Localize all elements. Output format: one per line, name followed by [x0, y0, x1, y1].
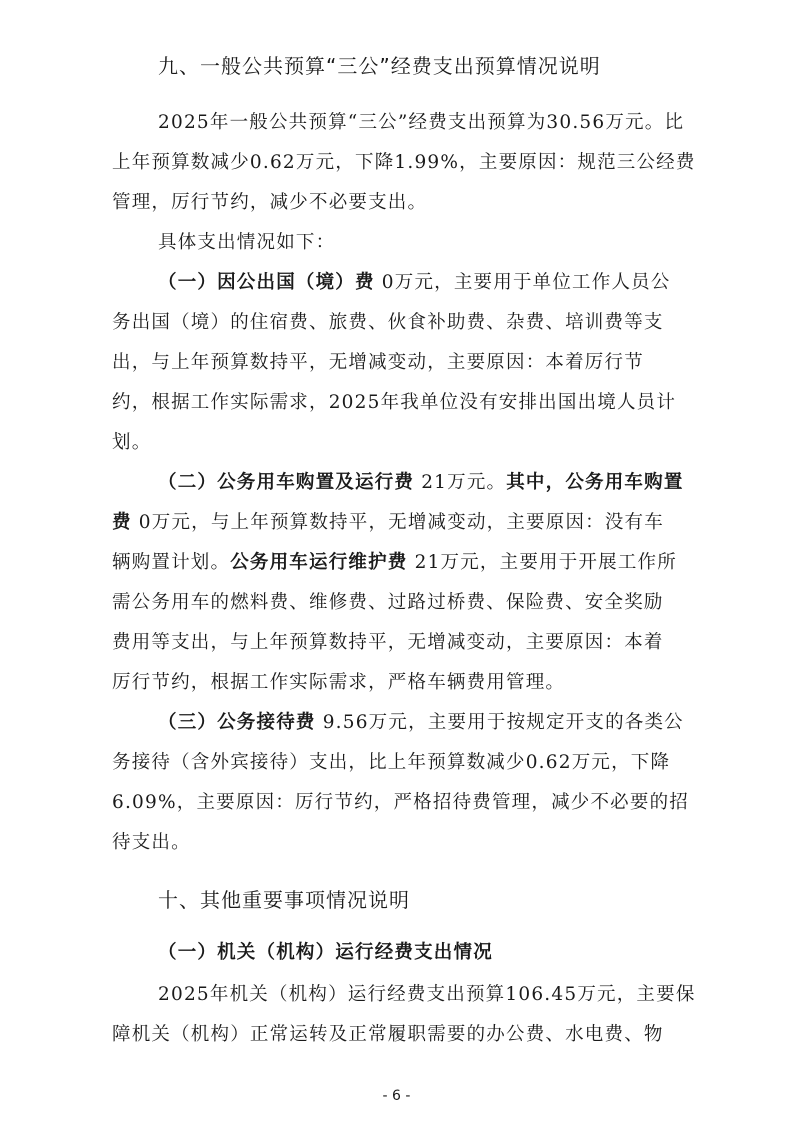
item-2-line-2	[112, 508, 664, 534]
section-9-title: 九、一般公共预算“三公”经费支出预算情况说明	[158, 54, 601, 78]
item-1-line-4: 约，根据工作实际需求，2025年我单位没有安排出国出境人员计	[112, 392, 677, 413]
section-10-line-2: 障机关（机构）正常运转及正常履职需要的办公费、水电费、物	[112, 1024, 664, 1045]
item-3-line-4: 待支出。	[112, 832, 191, 853]
item-3-line-3: 6.09%，主要原因：厉行节约，严格招待费管理，减少不必要的招	[112, 792, 689, 813]
item-2-line-5: 费用等支出，与上年预算数持平，无增减变动，主要原因：本着	[112, 632, 664, 653]
section-10-line-1: 2025年机关（机构）运行经费支出预算106.45万元，主要保	[158, 984, 696, 1005]
section-9-intro-line-3: 管理，厉行节约，减少不必要支出。	[112, 192, 428, 213]
item-2-line-4: 需公务用车的燃料费、维修费、过路过桥费、保险费、安全奖励	[112, 592, 664, 613]
item-1-label: （一）因公出国（境）费	[158, 272, 375, 293]
section-10-sub-1-title: （一）机关（机构）运行经费支出情况	[158, 942, 493, 963]
detail-lead: 具体支出情况如下：	[158, 232, 336, 253]
item-3-line-1-text: 9.56万元，主要用于按规定开支的各类公	[315, 712, 684, 733]
item-2-amount: 21万元。	[414, 472, 507, 493]
item-1-line-2: 务出国（境）的住宿费、旅费、伙食补助费、杂费、培训费等支	[112, 312, 664, 333]
item-3-line-2: 务接待（含外宾接待）支出，比上年预算数减少0.62万元，下降	[112, 752, 671, 773]
item-2-line-3-text: 21万元，主要用于开展工作所	[407, 552, 677, 573]
section-9-intro-line-1: 2025年一般公共预算“三公”经费支出预算为30.56万元。比	[158, 112, 685, 133]
item-1-line-1	[158, 268, 671, 294]
item-2-line-2-text: 0万元，与上年预算数持平，无增减变动，主要原因：没有车	[131, 512, 664, 533]
item-2-line-3-start: 辆购置计划。	[112, 552, 231, 573]
item-2-sub-1-label: 其中，公务用车购置	[506, 472, 684, 493]
item-1-line-5: 划。	[112, 432, 152, 453]
item-2-sub-2-label: 公务用车运行维护费	[230, 552, 408, 573]
item-2-label: （二）公务用车购置及运行费	[158, 472, 415, 493]
item-2-line-1	[158, 468, 684, 494]
item-1-line-1-text: 0万元，主要用于单位工作人员公	[374, 272, 671, 293]
section-9-intro-line-2: 上年预算数减少0.62万元，下降1.99%，主要原因：规范三公经费	[112, 152, 696, 173]
item-2-line-6: 厉行节约，根据工作实际需求，严格车辆费用管理。	[112, 672, 566, 693]
section-10-title: 十、其他重要事项情况说明	[158, 888, 410, 912]
item-2-line-3	[112, 548, 677, 574]
item-3-label: （三）公务接待费	[158, 712, 316, 733]
item-2-sub-1-label-end: 费	[112, 512, 132, 533]
page-number: - 6 -	[382, 1088, 411, 1104]
item-1-line-3: 出，与上年预算数持平，无增减变动，主要原因：本着厉行节	[112, 352, 644, 373]
item-3-line-1	[158, 708, 684, 734]
